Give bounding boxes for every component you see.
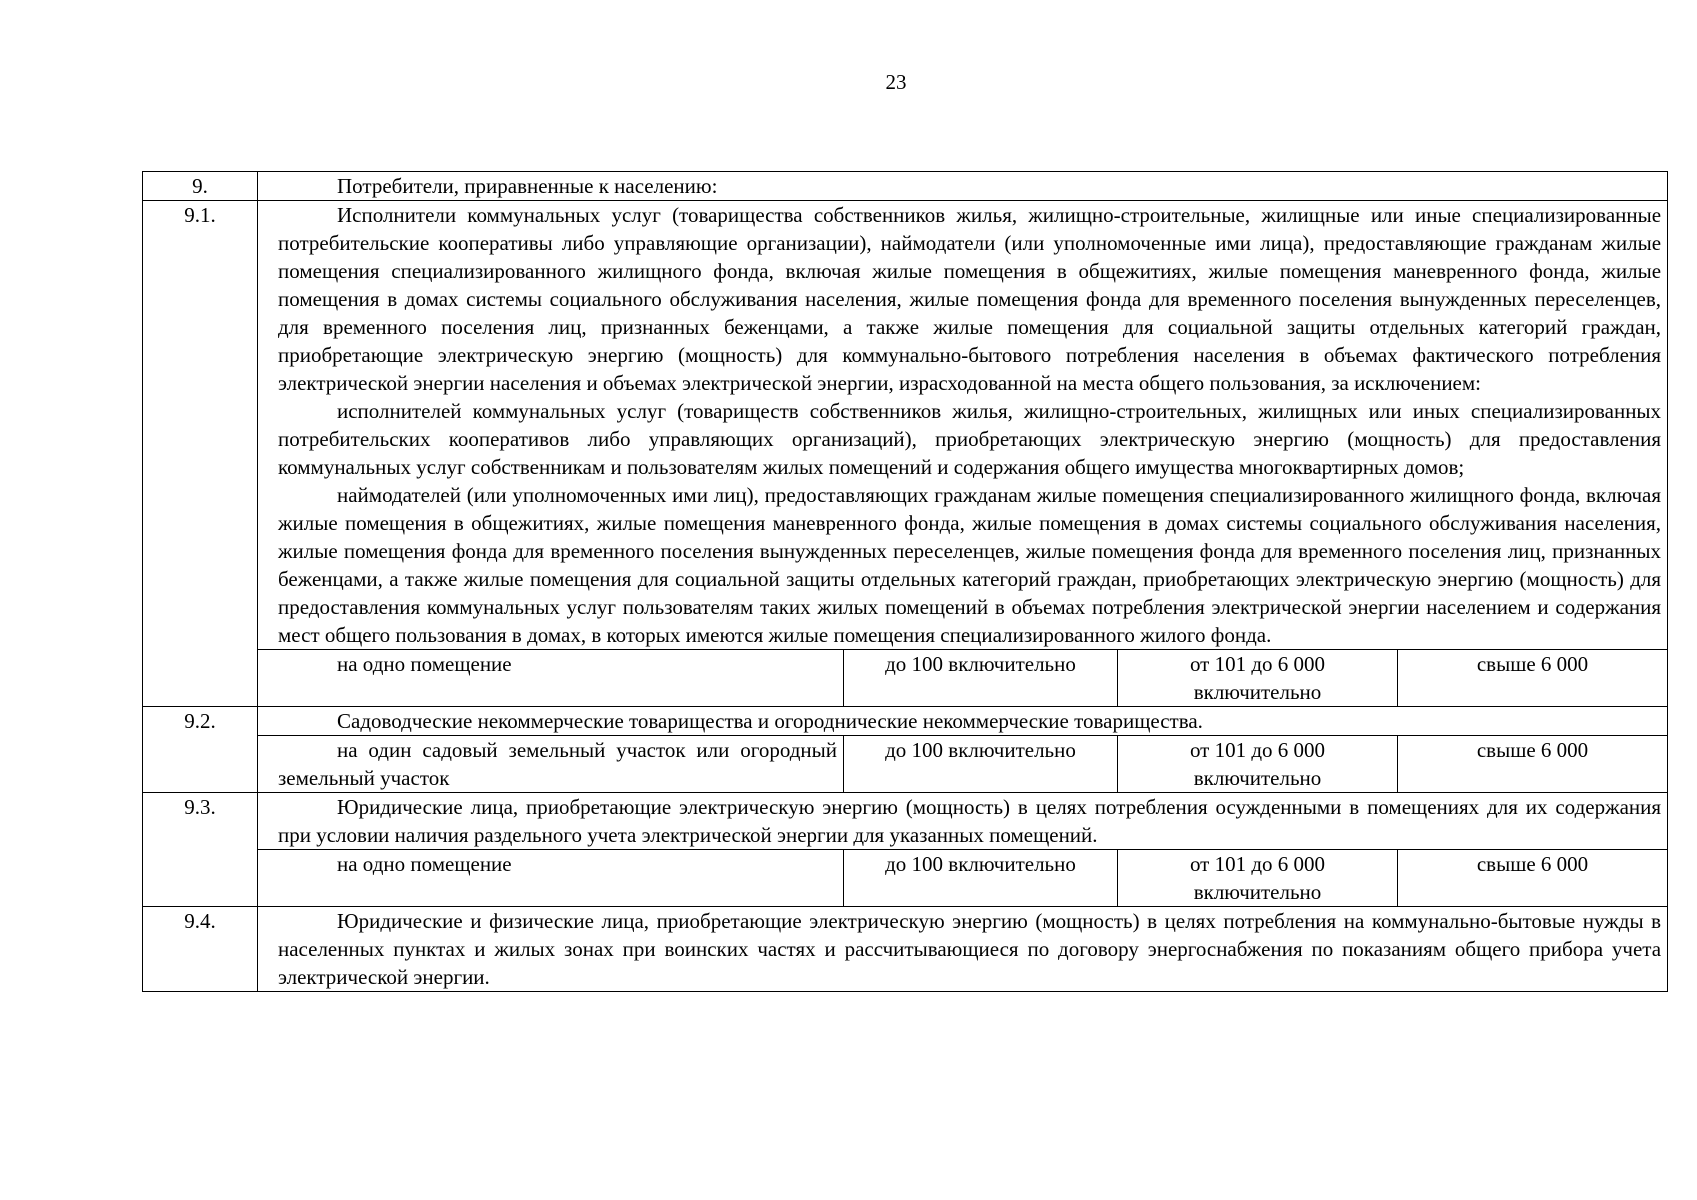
range-low: до 100 включительно xyxy=(844,650,1118,707)
range-mid: от 101 до 6 000 включительно xyxy=(1118,850,1398,907)
row-description xyxy=(258,907,1668,992)
row-title-text: Потребители, приравненные к населению: xyxy=(337,174,718,198)
range-mid: от 101 до 6 000 включительно xyxy=(1118,736,1398,793)
paragraph: Садоводческие некоммерческие товарищества и огороднические некоммерческие товарищества. xyxy=(337,709,1203,733)
range-low: до 100 включительно xyxy=(844,850,1118,907)
row-number: 9.4. xyxy=(143,907,258,992)
range-high: свыше 6 000 xyxy=(1398,736,1668,793)
range-mid: от 101 до 6 000 включительно xyxy=(1118,650,1398,707)
row-number: 9.1. xyxy=(143,201,258,707)
row-number: 9.3. xyxy=(143,793,258,907)
row-description xyxy=(258,201,1668,650)
table-row-9-3 xyxy=(143,793,1668,850)
table-subrow-9-1 xyxy=(143,650,1668,707)
paragraph: наймодателей (или уполномоченных ими лиц), предоставляющих гражданам жилые помещения специализированного жилищного фонда, включая жилые помещения в общежитиях, жилые помещения маневренного фонда, жилые помещения в домах системы социального обслуживания населения, жилые помещения фонда для временного поселения вынужденных переселенцев, жилые помещения фонда для временного поселения лиц, признанных беженцами, а также жилые помещения для социальной защиты отдельных категорий граждан, приобретающих электрическую энергию (мощность) для предоставления коммунальных услуг пользователям таких жилых помещений в объемах потребления электрической энергии населением и содержания мест общего пользования в домах, в которых имеются жилые помещения специализированного жилого фонда. xyxy=(278,483,1662,647)
row-number: 9. xyxy=(143,172,258,201)
paragraph: исполнителей коммунальных услуг (товариществ собственников жилья, жилищно-строительных, жилищных или иных специализированных потребительских кооперативов либо управляющих организаций), приобретающих электрическую энергию (мощность) для предоставления коммунальных услуг собственникам и пользователям жилых помещений и содержания общего имущества многоквартирных домов; xyxy=(278,399,1662,479)
row-description xyxy=(258,793,1668,850)
row-description xyxy=(258,707,1668,736)
tariff-table xyxy=(142,171,1668,992)
row-number: 9.2. xyxy=(143,707,258,793)
subrow-label: на одно помещение xyxy=(258,850,844,907)
page-number: 23 xyxy=(885,70,907,94)
paragraph: Исполнители коммунальных услуг (товарищества собственников жилья, жилищно-строительные, жилищные или иные специализированные потребительские кооперативы либо управляющие организации), наймодатели (или уполномоченные ими лица), предоставляющие гражданам жилые помещения специализированного жилищного фонда, включая жилые помещения в общежитиях, жилые помещения маневренного фонда, жилые помещения в домах системы социального обслуживания населения, жилые помещения фонда для временного поселения вынужденных переселенцев, для временного поселения лиц, признанных беженцами, а также жилые помещения для социальной защиты отдельных категорий граждан, приобретающие электрическую энергию (мощность) для коммунально-бытового потребления населения в объемах фактического потребления электрической энергии населения и объемах электрической энергии, израсходованной на места общего пользования, за исключением: xyxy=(278,203,1662,395)
paragraph: Юридические и физические лица, приобретающие электрическую энергию (мощность) в целях потребления на коммунально-бытовые нужды в населенных пунктах и жилых зонах при воинских частях и рассчитывающиеся по договору энергоснабжения по показаниям общего прибора учета электрической энергии. xyxy=(278,909,1662,989)
range-high: свыше 6 000 xyxy=(1398,850,1668,907)
paragraph: Юридические лица, приобретающие электрическую энергию (мощность) в целях потребления осужденными в помещениях для их содержания при условии наличия раздельного учета электрической энергии для указанных помещений. xyxy=(278,795,1662,847)
table-row-9-1 xyxy=(143,201,1668,650)
table-subrow-9-3 xyxy=(143,850,1668,907)
table-row-9 xyxy=(143,172,1668,201)
table-subrow-9-2 xyxy=(143,736,1668,793)
range-high: свыше 6 000 xyxy=(1398,650,1668,707)
subrow-label: на один садовый земельный участок или огородный земельный участок xyxy=(258,736,844,793)
table-row-9-4 xyxy=(143,907,1668,992)
subrow-label: на одно помещение xyxy=(258,650,844,707)
table-row-9-2 xyxy=(143,707,1668,736)
row-title xyxy=(258,172,1668,201)
range-low: до 100 включительно xyxy=(844,736,1118,793)
